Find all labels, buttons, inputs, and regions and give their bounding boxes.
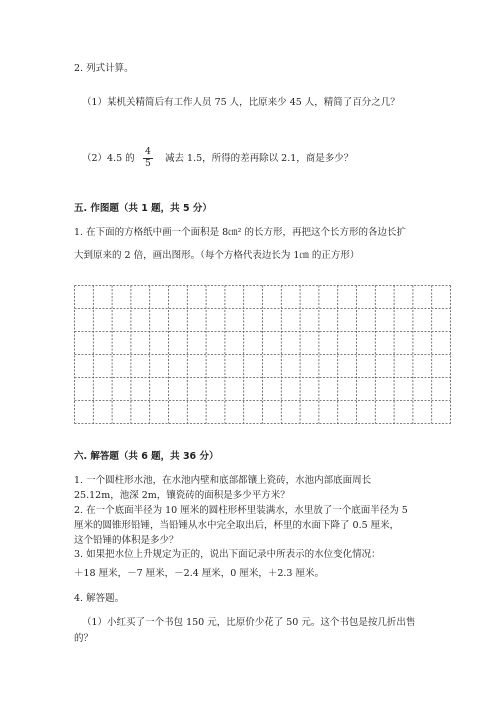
answer-q1-line-2: 25.12m，池深 2m，镶瓷砖的面积是多少平方米？ bbox=[74, 490, 290, 501]
answer-q2-line-1: 2. 在一个底面半径为 10 厘米的圆柱形杯里装满水，水里放了一个底面半径为 5 bbox=[74, 505, 408, 516]
answer-q4-heading: 4. 解答题。 bbox=[74, 593, 125, 604]
answer-q3-line-1: 3. 如果把水位上升规定为正的，说出下面记录中所表示的水位变化情况： bbox=[74, 549, 381, 560]
calc-question-2-prefix: （2）4.5 的 bbox=[82, 153, 135, 164]
answer-q4-sub1-line-2: 的？ bbox=[74, 633, 94, 644]
answer-q4-sub1-line-1: （1）小红买了一个书包 150 元，比原价少花了 50 元。这个书包是按几折出售 bbox=[82, 617, 416, 628]
draw-question-line-2: 大到原来的 2 倍，画出图形。（每个方格代表边长为 1㎝ 的正方形） bbox=[74, 250, 360, 261]
answer-q1-line-1: 1. 一个圆柱形水池，在水池内壁和底部都镶上瓷砖，水池内部底面周长 bbox=[74, 475, 372, 486]
answer-q3-values: ＋18 厘米，－7 厘米，－2.4 厘米，0 厘米，＋2.3 厘米。 bbox=[74, 568, 324, 579]
calc-heading: 2. 列式计算。 bbox=[74, 63, 134, 74]
calc-question-1: （1）某机关精简后有工作人员 75 人，比原来少 45 人，精简了百分之几？ bbox=[82, 97, 400, 108]
fraction-denominator: 5 bbox=[145, 159, 151, 169]
fraction-numerator: 4 bbox=[145, 147, 151, 157]
square-grid-paper[interactable] bbox=[74, 285, 451, 425]
calc-question-2-suffix: 减去 1.5，所得的差再除以 2.1，商是多少？ bbox=[165, 153, 354, 164]
draw-question-line-1: 1. 在下面的方格纸中画一个面积是 8㎝² 的长方形，再把这个长方形的各边长扩 bbox=[74, 227, 406, 238]
answer-q2-line-3: 这个铅锤的体积是多少？ bbox=[74, 535, 179, 546]
fraction-four-fifths bbox=[141, 147, 155, 170]
answer-section-heading: 六. 解答题（共 6 题，共 36 分） bbox=[74, 451, 219, 462]
draw-section-heading: 五. 作图题（共 1 题，共 5 分） bbox=[74, 203, 212, 214]
answer-q2-line-2: 厘米的圆锥形铅锤，当铅锤从水中完全取出后，杯里的水面下降了 0.5 厘米， bbox=[74, 520, 400, 531]
